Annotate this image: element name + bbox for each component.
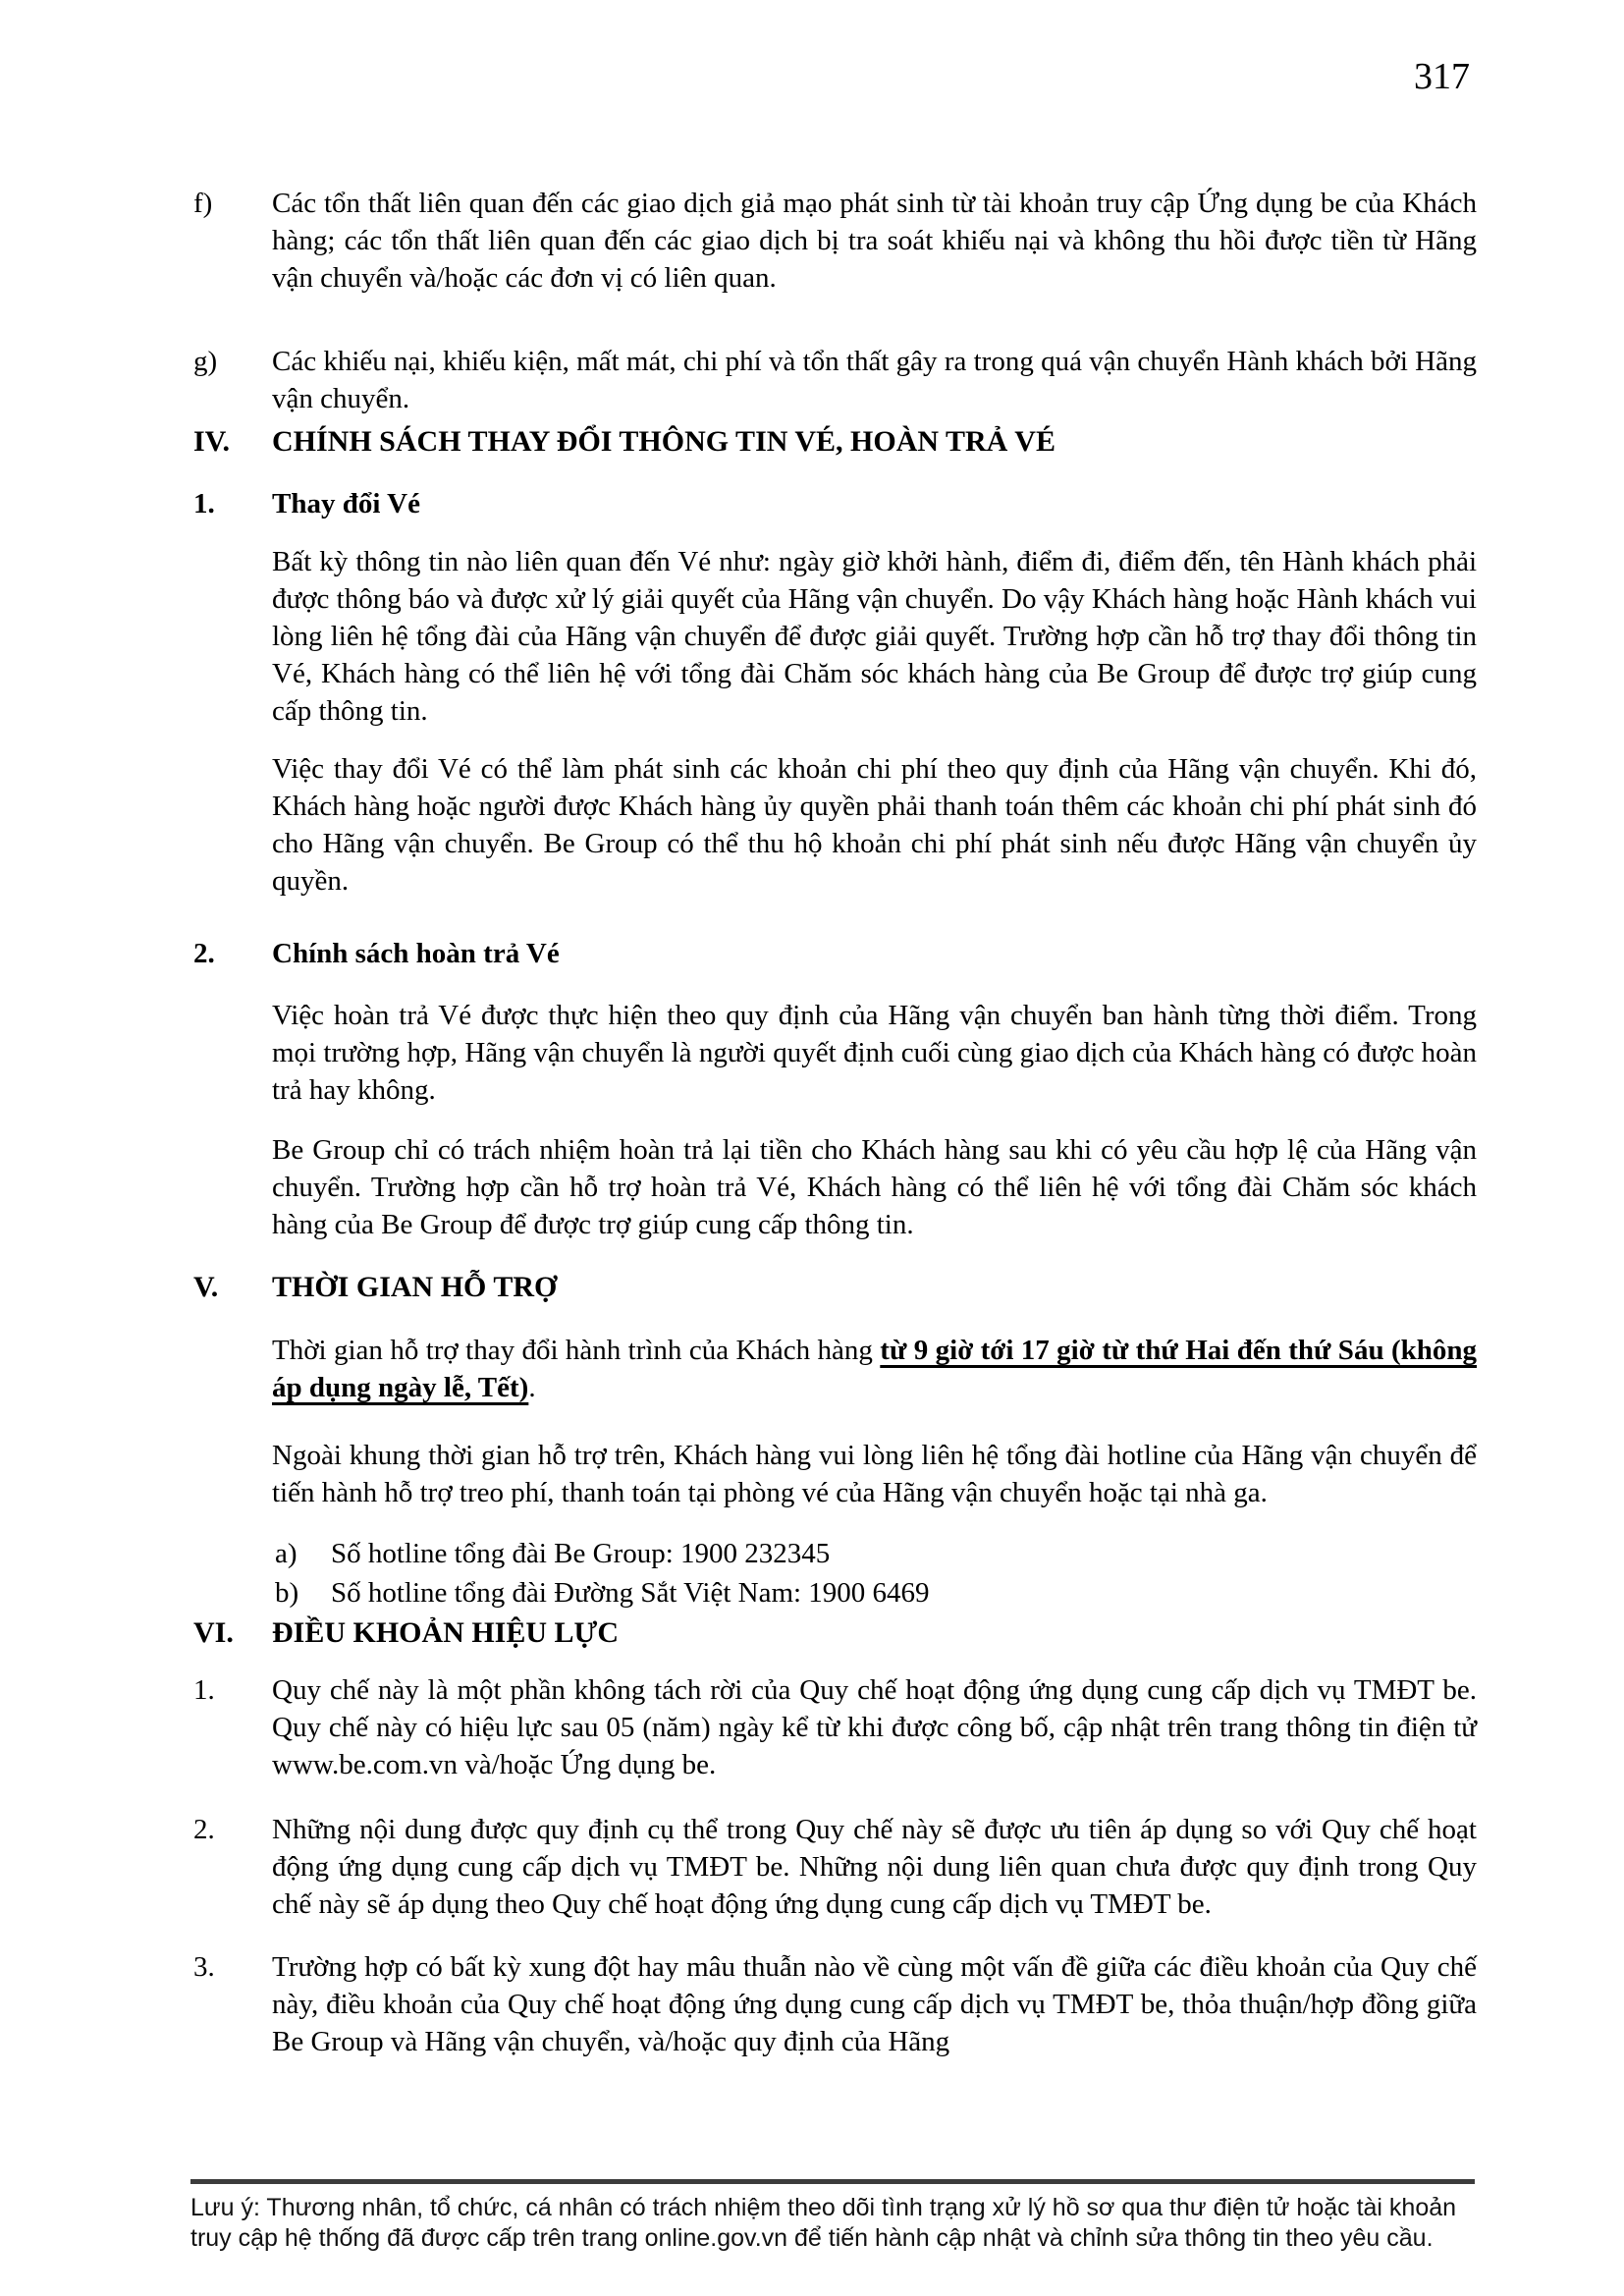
list-item-label: g) [193, 346, 218, 377]
hotline-text: Số hotline tổng đài Be Group: 1900 232345 [331, 1538, 831, 1569]
list-item-g [193, 343, 1477, 417]
list-item-text: Các tổn thất liên quan đến các giao dịch giả mạo phát sinh từ tài khoản truy cập Ứng dụng be của Khách hàng; các tổn thất liên quan đến các giao dịch bị tra soát khiếu nại và không thu hồi được tiền từ Hãng vận chuyển và/hoặc các đơn vị có liên quan. [272, 188, 1477, 294]
hotline-item-a [275, 1535, 1477, 1572]
list-item-f [193, 185, 1477, 297]
list-item-text: Quy chế này là một phần không tách rời của Quy chế hoạt động ứng dụng cung cấp dịch vụ TMĐT be. Quy chế này có hiệu lực sau 05 (năm) ngày kể từ khi được công bố, cập nhật trên trang thông tin điện tử www.be.com.vn và/hoặc Ứng dụng be. [272, 1674, 1477, 1780]
list-item-label: a) [275, 1538, 298, 1569]
paragraph-refund-1: Việc hoàn trả Vé được thực hiện theo quy định của Hãng vận chuyển ban hành từng thời điểm. Trong mọi trường hợp, Hãng vận chuyển là người quyết định cuối cùng giao dịch của Khách hàng có được hoàn trả hay không. [272, 1000, 1477, 1106]
section-label: IV. [193, 425, 230, 458]
list-item-text: Các khiếu nại, khiếu kiện, mất mát, chi phí và tổn thất gây ra trong quá vận chuyển Hành khách bởi Hãng vận chuyển. [272, 346, 1477, 414]
support-hours-tail: . [528, 1372, 536, 1403]
section-heading-vi [193, 1613, 1477, 1653]
list-item-text: Trường hợp có bất kỳ xung đột hay mâu thuẫn nào về cùng một vấn đề giữa các điều khoản của Quy chế này, điều khoản của Quy chế hoạt động ứng dụng cung cấp dịch vụ TMĐT be, thỏa thuận/hợp đồng giữa Be Group và Hãng vận chuyển, và/hoặc quy định của Hãng [272, 1951, 1477, 2057]
section-heading-iv [193, 422, 1477, 462]
footer-note: Lưu ý: Thương nhân, tổ chức, cá nhân có trách nhiệm theo dõi tình trạng xử lý hồ sơ qua thư điện tử hoặc tài khoản truy cập hệ thống đã được cấp trên trang online.gov.vn để tiến hành cập nhật và chỉnh sửa thông tin theo yêu cầu. [190, 2194, 1457, 2252]
subsection-label: 2. [193, 938, 215, 969]
subsection-heading-1 [193, 485, 1477, 522]
paragraph-support-hours [272, 1332, 1477, 1406]
page-number: 317 [1414, 56, 1470, 97]
footer-divider [190, 2179, 1475, 2184]
section-label: V. [193, 1271, 219, 1303]
list-item-label: f) [193, 188, 213, 219]
hotline-item-b [275, 1574, 1477, 1612]
subsection-label: 1. [193, 488, 215, 519]
support-hours-lead: Thời gian hỗ trợ thay đổi hành trình của Khách hàng [272, 1335, 881, 1366]
list-item-label: 1. [193, 1674, 215, 1706]
paragraph-ticket-change-1: Bất kỳ thông tin nào liên quan đến Vé như: ngày giờ khởi hành, điểm đi, điểm đến, tên Hành khách phải được thông báo và được xử lý giải quyết của Hãng vận chuyển. Do vậy Khách hàng hoặc Hành khách vui lòng liên hệ tổng đài của Hãng vận chuyển để được giải quyết. Trường hợp cần hỗ trợ thay đổi thông tin Vé, Khách hàng có thể liên hệ với tổng đài Chăm sóc khách hàng của Be Group để được trợ giúp cung cấp thông tin. [272, 546, 1477, 727]
section-title: ĐIỀU KHOẢN HIỆU LỰC [272, 1616, 620, 1649]
page-footer [190, 2179, 1475, 2254]
list-item-label: 3. [193, 1951, 215, 1983]
section-label: VI. [193, 1616, 234, 1649]
paragraph-refund-2: Be Group chỉ có trách nhiệm hoàn trả lại tiền cho Khách hàng sau khi có yêu cầu hợp lệ của Hãng vận chuyển. Trường hợp cần hỗ trợ hoàn trả Vé, Khách hàng có thể liên hệ với tổng đài Chăm sóc khách hàng của Be Group để được trợ giúp cung cấp thông tin. [272, 1134, 1477, 1240]
list-item-label: b) [275, 1577, 299, 1609]
effect-item-2 [193, 1811, 1477, 1923]
section-heading-v [193, 1268, 1477, 1307]
paragraph-ticket-change-2: Việc thay đổi Vé có thể làm phát sinh các khoản chi phí theo quy định của Hãng vận chuyển. Khi đó, Khách hàng hoặc người được Khách hàng ủy quyền phải thanh toán thêm các khoản chi phí phát sinh đó cho Hãng vận chuyển. Be Group có thể thu hộ khoản chi phí phát sinh nếu được Hãng vận chuyển ủy quyền. [272, 753, 1477, 897]
subsection-title: Chính sách hoàn trả Vé [272, 938, 560, 969]
section-title: THỜI GIAN HỖ TRỢ [272, 1271, 558, 1303]
list-item-text: Những nội dung được quy định cụ thể trong Quy chế này sẽ được ưu tiên áp dụng so với Quy chế hoạt động ứng dụng cung cấp dịch vụ TMĐT be. Những nội dung liên quan chưa được quy định trong Quy chế này sẽ áp dụng theo Quy chế hoạt động ứng dụng cung cấp dịch vụ TMĐT be. [272, 1814, 1477, 1920]
list-item-label: 2. [193, 1814, 215, 1845]
support-hours-emphasis: từ 9 giờ tới 17 giờ từ thứ Hai đến thứ Sáu (không áp dụng ngày lễ, Tết) [272, 1335, 1478, 1403]
hotline-text: Số hotline tổng đài Đường Sắt Việt Nam: 1900 6469 [331, 1577, 930, 1609]
subsection-title: Thay đổi Vé [272, 488, 420, 519]
document-body [193, 0, 1477, 2060]
section-title: CHÍNH SÁCH THAY ĐỔI THÔNG TIN VÉ, HOÀN TRẢ VÉ [272, 425, 1056, 458]
paragraph-outside-hours: Ngoài khung thời gian hỗ trợ trên, Khách hàng vui lòng liên hệ tổng đài hotline của Hãng vận chuyển để tiến hành hỗ trợ treo phí, thanh toán tại phòng vé của Hãng vận chuyển hoặc tại nhà ga. [272, 1440, 1477, 1508]
effect-item-1 [193, 1671, 1477, 1783]
effect-item-3 [193, 1948, 1477, 2060]
subsection-heading-2 [193, 935, 1477, 972]
